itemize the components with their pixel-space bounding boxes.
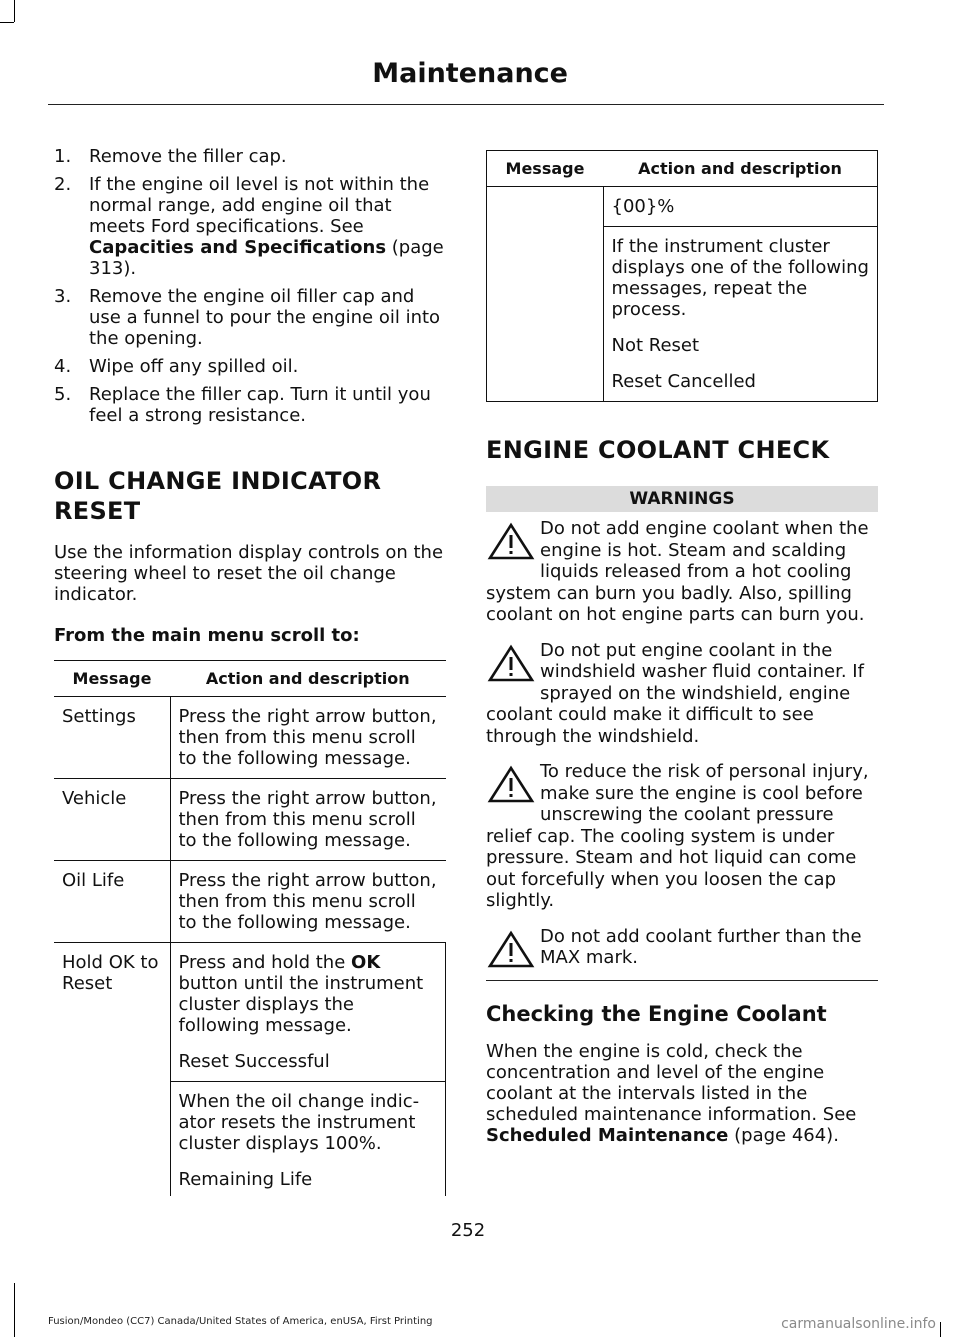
section-heading-oil-change: OIL CHANGE INDICATOR RESET [54,467,382,525]
list-item: 3. Remove the engine oil filler cap and use a funnel to pour the engine oil into the opening. [54,286,441,349]
list-item: 5. Replace the filler cap. Turn it until you feel a strong resistance. [54,384,431,426]
warning-1: Do not add engine coolant when the engine is hot. Steam and scalding liquids released from a hot cooling system can burn you badly. Also, spilling coolant on hot engine parts can burn you. [486,518,869,625]
page-title: Maintenance [372,58,568,89]
column-header-message: Message [487,151,604,187]
header-rule [48,104,884,105]
capacities-link[interactable]: Capacities and Specifications [89,237,387,258]
page-number: 252 [450,1220,486,1241]
crop-mark-top-left-v [14,0,15,22]
list-item: 1. Remove the filler cap. [54,146,287,167]
warning-triangle-icon [486,522,536,562]
column-header-message: Message [54,661,170,697]
table-row: Vehicle Press the right arrow button, then from this menu scroll to the following message. [54,779,446,861]
table-row: Settings Press the right arrow button, then from this menu scroll to the following message. [54,697,446,779]
left-column [54,146,446,1196]
section-heading-coolant: ENGINE COOLANT CHECK [486,436,830,464]
table-row: If the instrument cluster displays one of the following messages, repeat the process. Not Reset Reset Cancelled [487,227,878,402]
menu-label: From the main menu scroll to: [54,625,360,646]
warning-3: To reduce the risk of personal injury, make sure the engine is cool before unscrewing the coolant pressure relief cap. The cooling system is under pressure. Steam and hot liquid can come out forcefully when you loosen the cap slightly. [486,761,869,911]
right-column [486,150,878,1146]
warning-triangle-icon [486,765,536,805]
crop-mark-top-left-h [0,22,14,23]
warning-triangle-icon [486,930,536,970]
table-row: Hold OK to Reset Press and hold the OK button until the instrument cluster displays the following message. Reset Successful [54,943,446,1082]
list-item: 4. Wipe off any spilled oil. [54,356,299,377]
warning-4: Do not add coolant further than the MAX mark. [486,926,878,969]
coolant-paragraph: When the engine is cold, check the concentration and level of the engine coolant at the intervals listed in the scheduled maintenance information. See Scheduled Maintenance (page 464). [486,1041,857,1146]
warning-2: Do not put engine coolant in the windshield washer fluid container. If sprayed on the windshield, engine coolant could make it difficult to see through the windshield. [486,639,864,747]
column-header-action: Action and description [603,151,878,187]
footer-text: Fusion/Mondeo (CC7) Canada/United States of America, enUSA, First Printing [48,1316,433,1327]
intro-paragraph: Use the information display controls on the steering wheel to reset the oil change indicator. [54,542,444,605]
reset-messages-table [486,150,878,402]
warnings-banner: WARNINGS [486,486,878,512]
subheading-checking-coolant: Checking the Engine Coolant [486,1002,827,1026]
watermark: carmanualsonline.info [781,1316,936,1332]
warning-triangle-icon [486,644,536,684]
table-row: When the oil change indic- ator resets the instrument cluster displays 100%. Remaining Life [54,1082,446,1197]
scheduled-maintenance-link[interactable]: Scheduled Maintenance [486,1125,729,1146]
crop-mark-bottom-right-v [940,1322,941,1337]
step-list [54,146,446,426]
table-row: {00}% [487,187,878,227]
oil-reset-table [54,660,446,1196]
table-row: Oil Life Press the right arrow button, then from this menu scroll to the following message. [54,861,446,943]
column-header-action: Action and description [170,661,446,697]
crop-mark-bottom-left-v [14,1283,15,1337]
list-item: 2. If the engine oil level is not within the normal range, add engine oil that meets Ford specifications. See Capacities and Specifications (page 313). [54,174,444,279]
